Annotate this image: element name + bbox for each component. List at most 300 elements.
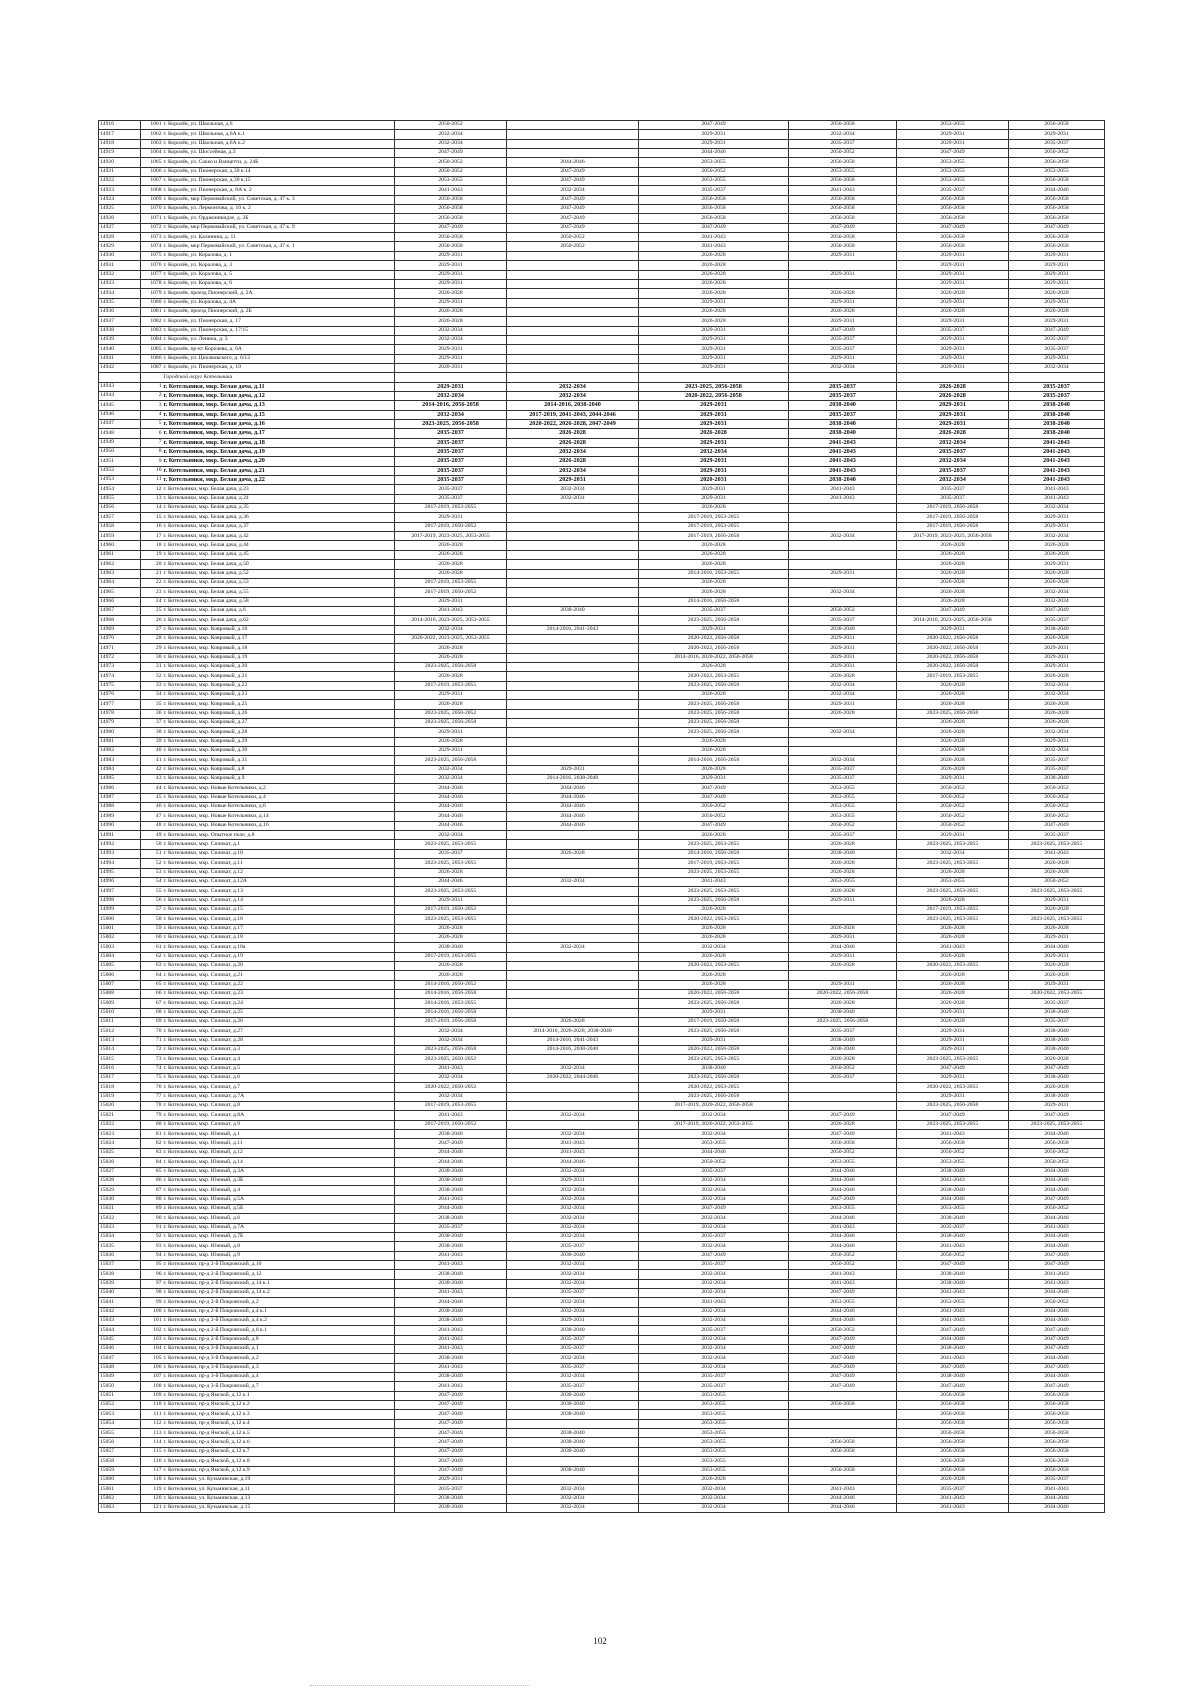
cell-period-6: 2026-2028: [1009, 924, 1105, 933]
cell-address: г. Котельники, пр-д Ямской, д.12 к.5: [163, 1429, 395, 1438]
cell-address: г. Котельники, мкр. Силикат, д.23: [163, 989, 395, 998]
cell-period-1: 2023-2025, 2053-2055: [395, 887, 507, 896]
cell-period-1: 2047-2049: [395, 1447, 507, 1456]
cell-registry-number: 15000: [99, 915, 141, 924]
cell-period-1: 2032-2034: [395, 391, 507, 400]
cell-registry-number: 14920: [99, 158, 141, 167]
table-row: [99, 1345, 1105, 1354]
cell-period-1: 2032-2034: [395, 410, 507, 419]
cell-period-3: 2056-2058: [639, 195, 789, 204]
cell-period-4: 2035-2037: [789, 382, 897, 391]
cell-address: г. Котельники, мкр. Белая дача, д.45: [163, 550, 395, 559]
cell-order-number: 61: [141, 943, 163, 952]
cell-period-5: 2029-2031: [897, 345, 1009, 354]
table-row: [99, 1438, 1105, 1447]
cell-period-2: [507, 747, 639, 756]
cell-period-4: 2044-2046: [789, 1242, 897, 1251]
cell-period-3: 2032-2034: [639, 448, 789, 457]
cell-registry-number: 15054: [99, 1419, 141, 1428]
cell-period-5: 2047-2049: [897, 1260, 1009, 1269]
cell-period-3: 2020-2022, 2056-2058: [639, 634, 789, 643]
cell-period-4: 2044-2046: [789, 1232, 897, 1241]
cell-registry-number: 15012: [99, 1027, 141, 1036]
cell-period-5: 2026-2028: [897, 429, 1009, 438]
cell-period-5: 2056-2058: [897, 1447, 1009, 1456]
cell-period-5: 2029-2031: [897, 775, 1009, 784]
cell-period-6: 2035-2037: [1009, 1018, 1105, 1027]
cell-period-6: 2035-2037: [1009, 382, 1105, 391]
cell-address: г. Котельники, мкр. Силикат, д.5: [163, 1064, 395, 1073]
cell-period-5: 2026-2028: [897, 578, 1009, 587]
cell-period-1: 2044-2046: [395, 821, 507, 830]
table-row: [99, 756, 1105, 765]
cell-period-5: 2053-2055: [897, 1158, 1009, 1167]
cell-order-number: 19: [141, 550, 163, 559]
cell-period-6: 2041-2043: [1009, 1223, 1105, 1232]
cell-period-6: 2044-2046: [1009, 1167, 1105, 1176]
cell-period-2: [507, 840, 639, 849]
cell-period-6: 2035-2037: [1009, 616, 1105, 625]
table-row: [99, 1326, 1105, 1335]
cell-period-4: 2035-2037: [789, 616, 897, 625]
cell-registry-number: 15034: [99, 1232, 141, 1241]
cell-period-2: 2029-2031: [507, 1317, 639, 1326]
cell-order-number: 33: [141, 681, 163, 690]
cell-period-6: 2056-2058: [1009, 1438, 1105, 1447]
cell-period-2: 2032-2034: [507, 494, 639, 503]
cell-period-5: 2026-2028: [897, 700, 1009, 709]
cell-period-6: 2044-2046: [1009, 186, 1105, 195]
cell-period-1: 2029-2031: [395, 298, 507, 307]
cell-period-4: 2053-2055: [789, 1204, 897, 1213]
cell-address: г. Королёв, мкр Первомайский, ул. Советская, д. 47 к. 9: [163, 223, 395, 232]
cell-period-5: 2026-2028: [897, 1018, 1009, 1027]
cell-period-5: 2047-2049: [897, 606, 1009, 615]
cell-period-2: [507, 1419, 639, 1428]
table-row: [99, 653, 1105, 662]
cell-registry-number: 15048: [99, 1363, 141, 1372]
cell-period-2: [507, 653, 639, 662]
cell-order-number: 84: [141, 1158, 163, 1167]
cell-period-1: 2023-2025, 2053-2055: [395, 840, 507, 849]
cell-period-1: 2029-2031: [395, 896, 507, 905]
cell-order-number: 108: [141, 1382, 163, 1391]
cell-period-1: 2020-2022, 2023-2025, 2053-2055: [395, 634, 507, 643]
cell-registry-number: 14963: [99, 569, 141, 578]
cell-period-4: 2053-2055: [789, 784, 897, 793]
table-row: [99, 223, 1105, 232]
cell-registry-number: 15042: [99, 1307, 141, 1316]
cell-period-2: 2050-2052: [507, 233, 639, 242]
cell-period-6: 2023-2025, 2053-2055: [1009, 887, 1105, 896]
cell-period-2: [507, 270, 639, 279]
cell-registry-number: 15015: [99, 1055, 141, 1064]
cell-period-6: 2044-2046: [1009, 1503, 1105, 1512]
table-row: [99, 1064, 1105, 1073]
cell-period-1: 2056-2058: [395, 214, 507, 223]
cell-period-1: 2044-2046: [395, 793, 507, 802]
cell-address: г. Котельники, мкр. Ковровый, д.17: [163, 634, 395, 643]
cell-period-6: 2056-2058: [1009, 177, 1105, 186]
cell-period-5: 2029-2031: [897, 401, 1009, 410]
cell-registry-number: 14953: [99, 476, 141, 485]
cell-registry-number: 14998: [99, 896, 141, 905]
cell-period-4: 2029-2031: [789, 317, 897, 326]
cell-registry-number: 15038: [99, 1270, 141, 1279]
cell-period-4: [789, 1410, 897, 1419]
cell-period-5: 2026-2028: [897, 952, 1009, 961]
cell-period-2: 2035-2037: [507, 1382, 639, 1391]
cell-period-2: 2035-2037: [507, 1288, 639, 1297]
cell-address: г. Котельники, мкр. Белая дача, д.50: [163, 560, 395, 569]
cell-period-1: 2047-2049: [395, 1139, 507, 1148]
cell-period-5: 2026-2028: [897, 588, 1009, 597]
cell-period-6: 2044-2046: [1009, 1214, 1105, 1223]
table-row: [99, 1120, 1105, 1129]
cell-period-4: 2056-2058: [789, 195, 897, 204]
cell-order-number: 54: [141, 877, 163, 886]
table-row: [99, 177, 1105, 186]
table-row: [99, 849, 1105, 858]
cell-period-4: 2047-2049: [789, 1382, 897, 1391]
cell-period-1: 2014-2016, 2056-2058: [395, 989, 507, 998]
cell-order-number: 57: [141, 905, 163, 914]
cell-period-4: 2056-2058: [789, 1438, 897, 1447]
cell-period-6: 2032-2034: [1009, 532, 1105, 541]
cell-period-6: 2029-2031: [1009, 513, 1105, 522]
table-row: [99, 139, 1105, 148]
cell-period-3: 2014-2016, 2056-2058: [639, 756, 789, 765]
cell-period-1: 2041-2043: [395, 1251, 507, 1260]
cell-period-5: 2056-2058: [897, 205, 1009, 214]
cell-period-1: 2017-2019, 2053-2055: [395, 681, 507, 690]
cell-period-2: [507, 933, 639, 942]
cell-period-6: 2050-2052: [1009, 784, 1105, 793]
cell-period-3: 2023-2025, 2053-2055: [639, 1055, 789, 1064]
cell-period-5: 2047-2049: [897, 1382, 1009, 1391]
cell-period-1: 2041-2043: [395, 1363, 507, 1372]
cell-period-2: 2032-2034: [507, 1373, 639, 1382]
cell-address: г. Котельники, мкр. Ковровый, д.8: [163, 765, 395, 774]
cell-period-2: [507, 504, 639, 513]
cell-registry-number: 14973: [99, 662, 141, 671]
cell-period-2: [507, 345, 639, 354]
cell-period-5: 2026-2028: [897, 728, 1009, 737]
cell-address: г. Королёв, мкр Первомайский, ул. Советская, д. 47 к. 3: [163, 195, 395, 204]
cell-period-4: 2026-2028: [789, 672, 897, 681]
cell-period-2: 2032-2034: [507, 1167, 639, 1176]
cell-registry-number: 15010: [99, 1008, 141, 1017]
cell-period-4: [789, 261, 897, 270]
cell-period-3: 2032-2034: [639, 1176, 789, 1185]
cell-period-6: 2026-2028: [1009, 719, 1105, 728]
cell-period-1: 2032-2034: [395, 130, 507, 139]
cell-period-3: 2026-2028: [639, 737, 789, 746]
cell-period-2: [507, 924, 639, 933]
cell-period-1: 2023-2025, 2053-2055: [395, 915, 507, 924]
cell-period-4: 2032-2034: [789, 728, 897, 737]
cell-period-4: [789, 915, 897, 924]
cell-period-6: 2026-2028: [1009, 550, 1105, 559]
cell-order-number: 1061: [141, 121, 163, 130]
cell-order-number: 97: [141, 1279, 163, 1288]
cell-address: г. Котельники, мкр. Силикат, д.12А: [163, 877, 395, 886]
cell-registry-number: 14972: [99, 653, 141, 662]
cell-registry-number: 14962: [99, 560, 141, 569]
cell-address: г. Котельники, пр-д 2-й Покровский, д.6 к.1: [163, 1326, 395, 1335]
table-row: [99, 1046, 1105, 1055]
cell-period-3: 2029-2031: [639, 466, 789, 475]
cell-address: г. Котельники, пр-д 3-й Покровский, д.7: [163, 1382, 395, 1391]
cell-period-5: 2041-2043: [897, 1288, 1009, 1297]
cell-address: г. Королёв, ул. Школьная, д.6А к.2: [163, 139, 395, 148]
cell-period-3: 2026-2028: [639, 588, 789, 597]
cell-period-3: 2035-2037: [639, 1382, 789, 1391]
cell-order-number: 1079: [141, 289, 163, 298]
cell-order-number: 86: [141, 1176, 163, 1185]
cell-order-number: 18: [141, 541, 163, 550]
cell-address: г. Королёв, ул. Коралова, д. 3: [163, 261, 395, 270]
cell-period-3: 2029-2031: [639, 775, 789, 784]
cell-period-6: 2047-2049: [1009, 1111, 1105, 1120]
cell-period-2: 2032-2034: [507, 943, 639, 952]
cell-period-5: 2020-2022, 2056-2058: [897, 644, 1009, 653]
cell-period-1: 2041-2043: [395, 606, 507, 615]
cell-registry-number: 14926: [99, 214, 141, 223]
cell-period-5: 2041-2043: [897, 1176, 1009, 1185]
cell-period-6: 2026-2028: [1009, 700, 1105, 709]
cell-period-3: 2026-2028: [639, 933, 789, 942]
cell-period-2: 2032-2034: [507, 1279, 639, 1288]
cell-address: г. Котельники, пр-д 3-й Покровский, д.1: [163, 1345, 395, 1354]
cell-period-3: 2026-2028: [639, 560, 789, 569]
cell-period-2: [507, 121, 639, 130]
cell-address: г. Котельники, мкр. Силикат, д.15: [163, 905, 395, 914]
cell-period-2: 2038-2040: [507, 1429, 639, 1438]
cell-period-4: 2047-2049: [789, 223, 897, 232]
cell-registry-number: 14967: [99, 606, 141, 615]
cell-order-number: 91: [141, 1223, 163, 1232]
cell-period-5: 2050-2052: [897, 812, 1009, 821]
cell-registry-number: 14959: [99, 532, 141, 541]
cell-period-4: 2035-2037: [789, 345, 897, 354]
cell-period-6: 2056-2058: [1009, 1466, 1105, 1475]
table-row: [99, 868, 1105, 877]
cell-period-1: 2056-2058: [395, 205, 507, 214]
cell-period-5: 2053-2055: [897, 1204, 1009, 1213]
cell-order-number: 21: [141, 569, 163, 578]
cell-registry-number: 14923: [99, 186, 141, 195]
cell-registry-number: 15053: [99, 1410, 141, 1419]
cell-period-4: 2041-2043: [789, 438, 897, 447]
cell-period-3: 2047-2049: [639, 1204, 789, 1213]
cell-period-5: 2014-2016, 2023-2025, 2056-2058: [897, 616, 1009, 625]
table-row: [99, 233, 1105, 242]
cell-period-4: 2029-2031: [789, 662, 897, 671]
table-row: [99, 1279, 1105, 1288]
cell-order-number: 36: [141, 709, 163, 718]
cell-registry-number: 14964: [99, 578, 141, 587]
cell-period-2: 2032-2034: [507, 1111, 639, 1120]
cell-registry-number: 14966: [99, 597, 141, 606]
cell-period-5: 2035-2037: [897, 485, 1009, 494]
cell-period-3: 2029-2031: [639, 625, 789, 634]
cell-period-4: 2053-2055: [789, 812, 897, 821]
cell-order-number: 107: [141, 1373, 163, 1382]
cell-period-1: 2047-2049: [395, 1466, 507, 1475]
cell-period-6: 2032-2034: [1009, 690, 1105, 699]
cell-address: г. Котельники, мкр. Белая дача, д.22: [163, 476, 395, 485]
cell-period-2: [507, 569, 639, 578]
cell-period-1: 2056-2058: [395, 233, 507, 242]
cell-registry-number: 14991: [99, 831, 141, 840]
table-row: [99, 1139, 1105, 1148]
cell-order-number: 41: [141, 756, 163, 765]
cell-registry-number: 15061: [99, 1485, 141, 1494]
cell-period-4: 2056-2058: [789, 233, 897, 242]
table-row: [99, 298, 1105, 307]
cell-order-number: 26: [141, 616, 163, 625]
cell-period-6: 2041-2043: [1009, 448, 1105, 457]
cell-period-4: [789, 719, 897, 728]
cell-order-number: 67: [141, 999, 163, 1008]
table-row: [99, 933, 1105, 942]
cell-period-3: 2026-2028: [639, 690, 789, 699]
page-number: 102: [593, 1636, 607, 1646]
cell-address: г. Котельники, мкр. Ковровый, д.9: [163, 775, 395, 784]
cell-period-4: 2026-2028: [789, 961, 897, 970]
cell-period-2: [507, 999, 639, 1008]
table-row: [99, 1503, 1105, 1512]
cell-address: г. Котельники, мкр. Силикат, д.26: [163, 1018, 395, 1027]
cell-period-1: 2047-2049: [395, 223, 507, 232]
cell-period-2: 2032-2034: [507, 1354, 639, 1363]
cell-address: г. Котельники, мкр. Ковровый, д.10: [163, 625, 395, 634]
cell-order-number: 42: [141, 765, 163, 774]
cell-period-6: 2026-2028: [1009, 1055, 1105, 1064]
cell-order-number: 88: [141, 1195, 163, 1204]
cell-period-6: 2038-2040: [1009, 410, 1105, 419]
cell-address: г. Котельники, мкр. Южный, д.14: [163, 1158, 395, 1167]
cell-period-2: [507, 737, 639, 746]
cell-period-2: 2038-2040: [507, 1447, 639, 1456]
cell-registry-number: 15046: [99, 1345, 141, 1354]
cell-period-3: 2029-2031: [639, 410, 789, 419]
cell-order-number: 1073: [141, 233, 163, 242]
cell-period-6: 2029-2031: [1009, 261, 1105, 270]
cell-period-2: 2050-2052: [507, 242, 639, 251]
cell-address: г. Котельники, пр-д Ямской, д.12 к.7: [163, 1447, 395, 1456]
cell-period-6: 2032-2034: [1009, 681, 1105, 690]
cell-period-5: 2041-2043: [897, 1494, 1009, 1503]
cell-period-6: 2047-2049: [1009, 1195, 1105, 1204]
cell-order-number: 1063: [141, 139, 163, 148]
cell-period-4: 2056-2058: [789, 214, 897, 223]
cell-period-3: 2023-2025, 2053-2055: [639, 868, 789, 877]
cell-period-4: [789, 504, 897, 513]
cell-period-2: 2044-2046: [507, 1158, 639, 1167]
cell-period-5: 2026-2028: [897, 868, 1009, 877]
cell-period-4: 2038-2040: [789, 625, 897, 634]
cell-period-4: 2056-2058: [789, 205, 897, 214]
cell-period-2: [507, 681, 639, 690]
cell-period-2: 2038-2040: [507, 1326, 639, 1335]
cell-order-number: 89: [141, 1204, 163, 1213]
cell-order-number: 121: [141, 1503, 163, 1512]
cell-period-4: 2050-2052: [789, 149, 897, 158]
cell-period-6: 2029-2031: [1009, 298, 1105, 307]
cell-period-5: 2029-2031: [897, 354, 1009, 363]
cell-period-2: [507, 597, 639, 606]
table-row: [99, 989, 1105, 998]
cell-period-1: 2044-2046: [395, 1298, 507, 1307]
cell-period-2: 2032-2034: [507, 877, 639, 886]
cell-period-4: 2050-2052: [789, 1148, 897, 1157]
cell-address: г. Котельники, мкр. Силикат, д.9: [163, 1120, 395, 1129]
cell-period-3: 2050-2052: [639, 167, 789, 176]
cell-period-5: 2056-2058: [897, 1429, 1009, 1438]
cell-period-1: 2029-2031: [395, 261, 507, 270]
table-row: [99, 1251, 1105, 1260]
cell-address: г. Котельники, мкр. Белая дача, д.21: [163, 466, 395, 475]
cell-address: г. Котельники, мкр. Ковровый, д.23: [163, 690, 395, 699]
cell-period-2: 2026-2028: [507, 457, 639, 466]
table-row: [99, 999, 1105, 1008]
cell-period-2: 2038-2040: [507, 1410, 639, 1419]
table-row: [99, 840, 1105, 849]
cell-period-6: 2056-2058: [1009, 158, 1105, 167]
cell-period-1: 2041-2043: [395, 1382, 507, 1391]
table-row: [99, 560, 1105, 569]
cell-period-5: 2032-2034: [897, 457, 1009, 466]
cell-period-3: 2032-2034: [639, 1317, 789, 1326]
table-row: [99, 1298, 1105, 1307]
cell-period-1: 2041-2043: [395, 1064, 507, 1073]
cell-address: г. Котельники, мкр. Белая дача, д.19: [163, 448, 395, 457]
cell-period-2: 2032-2034: [507, 1232, 639, 1241]
cell-registry-number: 14984: [99, 765, 141, 774]
cell-period-5: 2038-2040: [897, 1232, 1009, 1241]
cell-order-number: 14: [141, 504, 163, 513]
cell-period-3: 2020-2022, 2053-2055: [639, 961, 789, 970]
cell-registry-number: 15041: [99, 1298, 141, 1307]
cell-period-4: 2044-2046: [789, 1503, 897, 1512]
cell-period-4: 2026-2028: [789, 887, 897, 896]
cell-period-6: 2044-2046: [1009, 1176, 1105, 1185]
table-row: [99, 130, 1105, 139]
cell-period-4: [789, 905, 897, 914]
cell-period-5: 2026-2028: [897, 933, 1009, 942]
cell-period-5: 2035-2037: [897, 326, 1009, 335]
cell-order-number: 79: [141, 1111, 163, 1120]
cell-registry-number: 15022: [99, 1120, 141, 1129]
cell-period-1: 2035-2037: [395, 494, 507, 503]
cell-period-4: 2056-2058: [789, 1139, 897, 1148]
cell-order-number: 81: [141, 1130, 163, 1139]
cell-address: г. Котельники, мкр. Ковровый, д.30: [163, 747, 395, 756]
cell-period-4: 2029-2031: [789, 634, 897, 643]
cell-period-3: 2020-2022, 2056-2058: [639, 1046, 789, 1055]
cell-period-3: 2023-2025, 2056-2058: [639, 700, 789, 709]
cell-address: г. Котельники, мкр. Силикат, д.19: [163, 952, 395, 961]
cell-period-4: 2047-2049: [789, 1288, 897, 1297]
cell-period-3: 2053-2055: [639, 1401, 789, 1410]
cell-address: г. Котельники, мкр. Силикат, д.27: [163, 1027, 395, 1036]
cell-period-4: [789, 1083, 897, 1092]
cell-period-4: 2032-2034: [789, 690, 897, 699]
cell-period-6: 2038-2040: [1009, 1036, 1105, 1045]
table-row: [99, 326, 1105, 335]
